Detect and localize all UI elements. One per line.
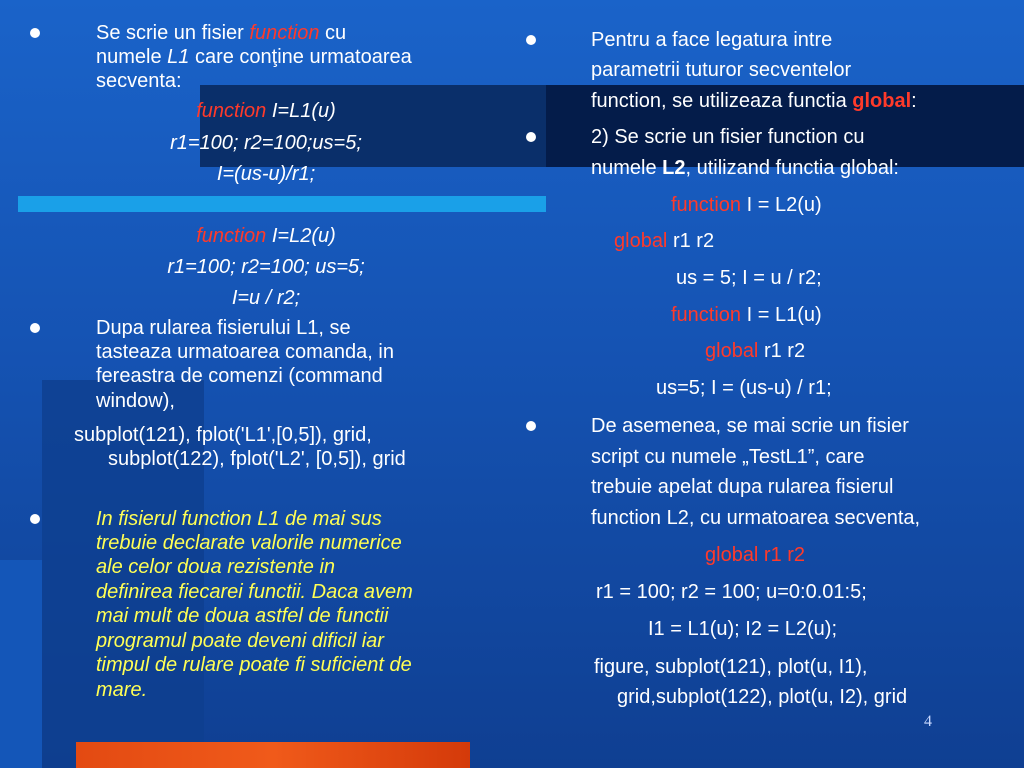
bullet-icon (526, 35, 536, 45)
cyan-stripe (18, 196, 546, 212)
code2-line3: I=u / r2; (231, 287, 301, 309)
left-bullet3-line4: definirea fiecarei functii. Daca avem (96, 581, 413, 603)
left-bullet2-line5: subplot(121), fplot('L1',[0,5]), grid, (74, 424, 372, 446)
code2-line1: function I=L2(u) (196, 225, 336, 247)
left-bullet3-line2: trebuie declarate valorile numerice (96, 532, 402, 554)
left-bullet1-line1: Se scrie un fisier function cu (96, 22, 347, 44)
left-bullet2-line6: subplot(122), fplot('L2', [0,5]), grid (108, 448, 406, 470)
code2-line2: r1=100; r2=100; us=5; (167, 256, 365, 278)
bullet-icon (30, 323, 40, 333)
right-bullet1-line2: parametrii tuturor secventelor (591, 59, 852, 81)
right-bullet2-line2: numele L2, utilizand functia global: (591, 157, 899, 179)
bullet-icon (30, 514, 40, 524)
right-code-line2: global r1 r2 (614, 230, 715, 252)
right-script-line1: global r1 r2 (705, 544, 806, 566)
right-code-line5: global r1 r2 (705, 340, 806, 362)
code1-line2: r1=100; r2=100;us=5; (170, 132, 362, 154)
right-bullet1-line3: function, se utilizeaza functia global: (591, 90, 917, 112)
left-bullet3-line3: ale celor doua rezistente in (96, 556, 336, 578)
right-bullet2-line1: 2) Se scrie un fisier function cu (591, 126, 865, 148)
left-bullet3-line1: In fisierul function L1 de mai sus (96, 508, 382, 530)
right-bullet1-line1: Pentru a face legatura intre (591, 29, 833, 51)
right-bullet3-line3: trebuie apelat dupa rularea fisierul (591, 476, 894, 498)
right-code-line1: function I = L2(u) (671, 194, 822, 216)
left-bullet1-line2: numele L1 care conţine urmatoarea (96, 46, 412, 68)
left-bullet2-line3: fereastra de comenzi (command (96, 365, 383, 387)
right-script-line4: figure, subplot(121), plot(u, I1), (594, 656, 868, 678)
left-bullet2-line4: window), (96, 390, 175, 412)
right-code-line6: us=5; I = (us-u) / r1; (656, 377, 832, 399)
left-bullet3-line5: mai mult de doua astfel de functii (96, 605, 389, 627)
page-number: 4 (924, 713, 932, 730)
left-bullet1-line3: secventa: (96, 70, 182, 92)
bullet-icon (30, 28, 40, 38)
bullet-icon (526, 421, 536, 431)
left-bullet3-line6: programul poate deveni dificil iar (96, 630, 384, 652)
code1-line3: I=(us-u)/r1; (216, 163, 316, 185)
left-bullet3-line8: mare. (96, 679, 148, 701)
left-bullet3-line7: timpul de rulare poate fi suficient de (96, 654, 412, 676)
left-bullet2-line2: tasteaza urmatoarea comanda, in (96, 341, 394, 363)
right-script-line5: grid,subplot(122), plot(u, I2), grid (617, 686, 908, 708)
left-bullet2-line1: Dupa rularea fisierului L1, se (96, 317, 351, 339)
right-bullet3-line4: function L2, cu urmatoarea secventa, (591, 507, 921, 529)
right-script-line2: r1 = 100; r2 = 100; u=0:0.01:5; (596, 581, 867, 603)
code1-line1: function I=L1(u) (196, 100, 336, 122)
right-bullet3-line2: script cu numele „TestL1”, care (591, 446, 865, 468)
right-code-line4: function I = L1(u) (671, 304, 822, 326)
right-bullet3-line1: De asemenea, se mai scrie un fisier (591, 415, 909, 437)
background-column-left (0, 560, 42, 768)
right-script-line3: I1 = L1(u); I2 = L2(u); (648, 618, 837, 640)
orange-bar (76, 742, 470, 768)
right-code-line3: us = 5; I = u / r2; (676, 267, 822, 289)
bullet-icon (526, 132, 536, 142)
